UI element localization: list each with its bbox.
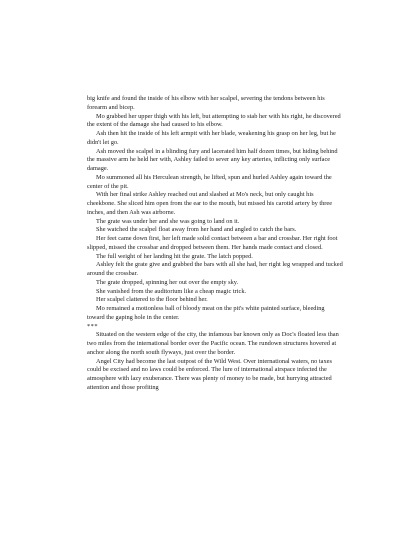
paragraph: Mo grabbed her upper thigh with his left, but attempting to stab her with his right, he discovered the extent of the damage she had caused to his elbow. xyxy=(87,112,341,129)
paragraph: Mo summoned all his Herculean strength, he lifted, spun and hurled Ashley again toward the center of the pit. xyxy=(87,173,332,190)
paragraph: With her final strike Ashley reached out and slashed at Mo's neck, but only caught his cheekbone. She sliced him open from the ear to the mouth, but missed his carotid artery by three inches, and then Ash was airborne. xyxy=(87,191,333,216)
paragraph: Her feet came down first, her left made solid contact between a bar and crossbar. Her right foot slipped, missed the crossbar and dropped between them. Her hands made contact and closed. xyxy=(87,235,338,251)
paragraph: The grate was under her and she was going to land on it. xyxy=(96,217,240,225)
body-text xyxy=(87,95,343,393)
paragraph: The full weight of her landing hit the grate. The latch popped. xyxy=(96,252,253,260)
paragraph: Situated on the western edge of the city, the infamous bar known only as Doc's floated less than two miles from the international border over the Pacific ocean. The rundown structures hovered at anchor along the north south flyways, just over the border. xyxy=(87,331,339,356)
paragraph: She watched the scalpel float away from her hand and angled to catch the bars. xyxy=(96,226,297,234)
paragraph: She vanished from the auditorium like a cheap magic trick. xyxy=(96,287,247,295)
section-break: *** xyxy=(87,322,99,330)
paragraph: Ash then hit the inside of his left armpit with her blade, weakening his grasp on her leg, but he didn't let go. xyxy=(87,130,336,146)
paragraph: Angel City had become the last outpost of the Wild West. Over international waters, no taxes could be excised and no laws could be enforced. The lure of international airspace infected the atmosphere with lazy exuberance. There was plenty of money to be made, but hurrying attracted attention and those profiting xyxy=(87,357,332,391)
paragraph: Ashley felt the grate give and grabbed the bars with all she had, her right leg wrapped and tucked around the crossbar. xyxy=(87,261,343,277)
paragraph: Mo remained a motionless ball of bloody meat on the pit's white painted surface, bleeding toward the gaping hole in the center. xyxy=(87,305,325,321)
paragraph: The grate dropped, spinning her out over the empty sky. xyxy=(96,278,239,286)
paragraph: Her scalpel clattered to the floor behind her. xyxy=(96,296,208,304)
paragraph: Ash moved the scalpel in a blinding fury and lacerated him half dozen times, but hiding behind the massive arm he held her with, Ashley failed to sever any key arteries, inflicting only surface damage. xyxy=(87,147,338,172)
paragraph: big knife and found the inside of his elbow with her scalpel, severing the tendons between his forearm and bicep. xyxy=(87,95,325,111)
